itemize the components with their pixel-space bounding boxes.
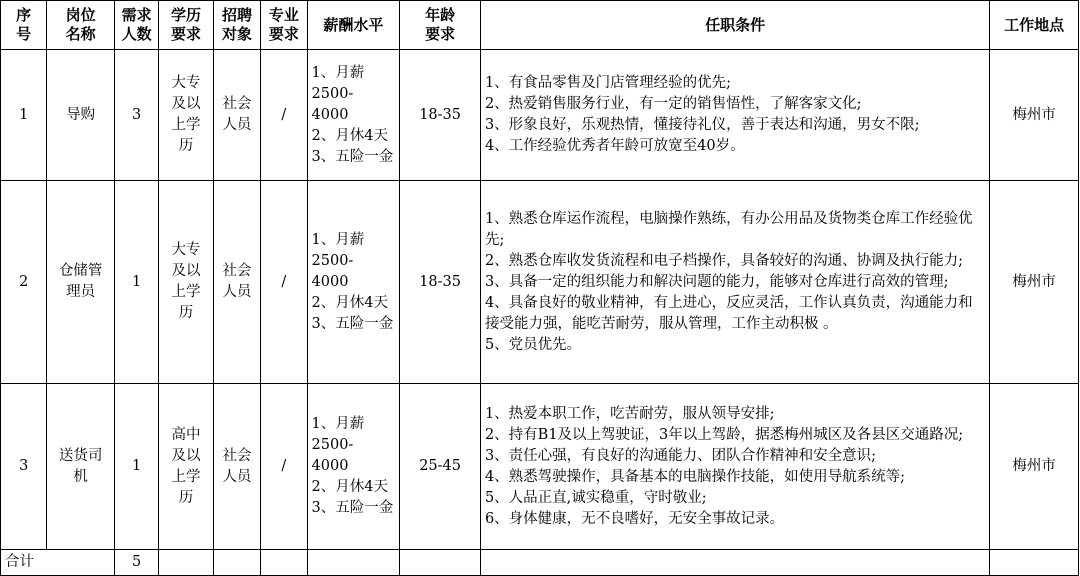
table-row [1,384,1079,550]
requirement-line: 4、工作经验优秀者年龄可放宽至40岁。 [484,138,745,154]
cell-count: 3 [114,50,158,181]
header-major: 专业 要求 [261,1,307,50]
total-count: 5 [114,550,158,576]
requirement-line: 1、热爱本职工作，吃苦耐劳，服从领导安排; [484,405,775,422]
cell-requirements [480,50,989,181]
cell-location: 梅州市 [990,384,1079,550]
cell-target: 社会 人员 [213,50,260,181]
cell-position: 仓储管 理员 [47,181,115,384]
empty-cell [159,550,213,576]
requirement-line: 2、持有B1及以上驾驶证，3年以上驾龄，据悉梅州城区及各县区交通路况; [484,426,964,443]
cell-age: 18-35 [400,50,481,181]
requirement-line: 3、具备一定的组织能力和解决问题的能力，能够对仓库进行高效的管理; [484,273,949,290]
empty-cell [213,550,260,576]
cell-seq: 2 [1,181,47,384]
empty-cell [480,550,989,576]
cell-major: / [261,384,307,550]
cell-requirements [480,384,989,550]
requirement-line: 1、熟悉仓库运作流程，电脑操作熟练，有办公用品及货物类仓库工作经验优先; [484,210,973,248]
table-row [1,50,1079,181]
empty-cell [307,550,400,576]
cell-education: 高中 及以 上学 历 [159,384,213,550]
requirement-line: 1、有食品零售及门店管理经验的优先; [484,75,732,91]
header-count: 需求 人数 [114,1,158,50]
cell-age: 18-35 [400,181,481,384]
cell-education: 大专 及以 上学 历 [159,50,213,181]
cell-major: / [261,50,307,181]
header-education: 学历 要求 [159,1,213,50]
empty-cell [400,550,481,576]
cell-position: 导购 [47,50,115,181]
cell-count: 1 [114,181,158,384]
cell-position: 送货司 机 [47,384,115,550]
cell-age: 25-45 [400,384,481,550]
cell-salary: 1、月薪2500- 4000 2、月休4天 3、五险一金 [307,181,400,384]
cell-location: 梅州市 [990,181,1079,384]
cell-major: / [261,181,307,384]
requirement-line: 2、热爱销售服务行业，有一定的销售悟性，了解客家文化; [484,96,862,112]
header-location: 工作地点 [990,1,1079,50]
requirement-line: 3、形象良好，乐观热情，懂接待礼仪，善于表达和沟通，男女不限; [484,117,920,133]
cell-target: 社会 人员 [213,384,260,550]
total-label: 合计 [1,550,115,576]
cell-count: 1 [114,384,158,550]
cell-education: 大专 及以 上学 历 [159,181,213,384]
cell-seq: 1 [1,50,47,181]
header-target: 招聘 对象 [213,1,260,50]
requirement-line: 4、具备良好的敬业精神，有上进心，反应灵活，工作认真负责，沟通能力和接受能力强，能吃苦耐劳，服从管理，工作主动积极 。 [484,294,973,332]
table-row [1,181,1079,384]
cell-salary: 1、月薪2500- 4000 2、月休4天 3、五险一金 [307,50,400,181]
requirement-line: 6、身体健康，无不良嗜好，无安全事故记录。 [484,510,785,527]
header-salary: 薪酬水平 [307,1,400,50]
header-requirements: 任职条件 [480,1,989,50]
cell-target: 社会 人员 [213,181,260,384]
requirement-line: 5、人品正直,诚实稳重，守时敬业; [484,489,707,506]
cell-location: 梅州市 [990,50,1079,181]
cell-salary: 1、月薪2500- 4000 2、月休4天 3、五险一金 [307,384,400,550]
cell-seq: 3 [1,384,47,550]
requirement-line: 5、党员优先。 [484,336,582,353]
empty-cell [261,550,307,576]
total-row [1,550,1079,576]
header-row [1,1,1079,50]
cell-requirements [480,181,989,384]
header-age: 年龄 要求 [400,1,481,50]
requirement-line: 4、熟悉驾驶操作，具备基本的电脑操作技能，如使用导航系统等; [484,468,906,485]
requirement-line: 3、责任心强，有良好的沟通能力、团队合作精神和安全意识; [484,447,877,464]
requirement-line: 2、熟悉仓库收发货流程和电子档操作，具备较好的沟通、协调及执行能力; [484,252,964,269]
header-position: 岗位 名称 [47,1,115,50]
empty-cell [990,550,1079,576]
header-seq: 序 号 [1,1,47,50]
